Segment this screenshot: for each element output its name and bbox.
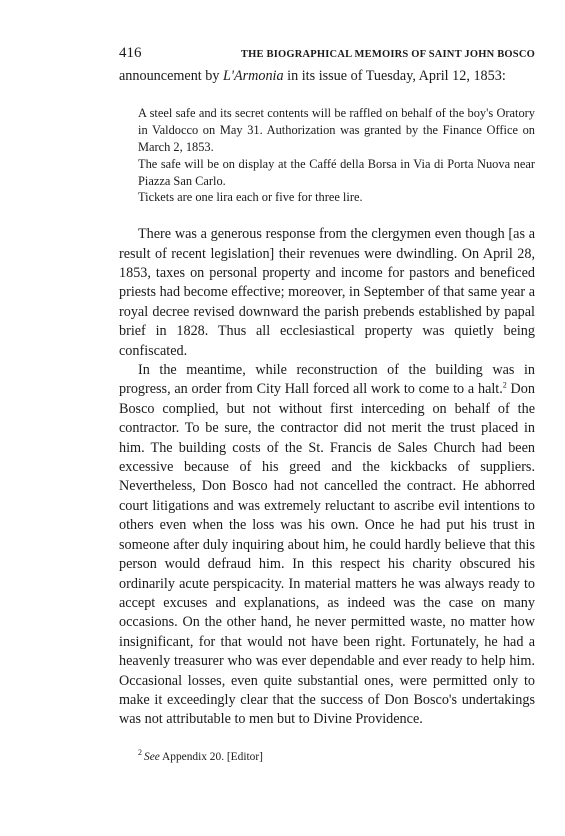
page-number: 416	[119, 45, 142, 61]
footnote-marker: 2	[138, 747, 142, 757]
intro-after: in its issue of Tuesday, April 12, 1853:	[283, 68, 506, 84]
intro-before: announcement by	[119, 68, 224, 84]
footnote	[138, 747, 535, 764]
publication-name: L'Armonia	[223, 68, 284, 84]
quote-line-2: The safe will be on display at the Caffé della Borsa in Via di Porta Nuova near Piazza San Carlo.	[138, 156, 535, 188]
footnote-see: See	[144, 750, 160, 763]
footnote-text: Appendix 20. [Editor]	[159, 750, 263, 763]
block-quote	[138, 105, 535, 206]
quote-line-1: A steel safe and its secret contents will be raffled on behalf of the boy's Oratory in Valdocco on May 31. Authorization was granted by the Finance Office on March 2, 1853.	[138, 106, 535, 154]
paragraph-2	[119, 361, 535, 730]
intro-paragraph	[119, 67, 535, 86]
footnote-reference[interactable]: 2	[502, 380, 507, 390]
paragraph-2-rest: Don Bosco complied, but not without first interceding on behalf of the contractor. To be sure, the contractor did not merit the trust placed in him. The building costs of the St. Francis de Sales Church had been excessive because of his greed and the kickbacks of suppliers. Nevertheless, Don Bosco had not cancelled the contract. He abhorred court litigations and was extremely reluctant to ascribe evil intentions to others even when the loss was his own. Once he had put his trust in someone after duly inquiring about him, he could hardly believe that this person would defraud him. In this respect his charity obscured his ordinarily acute perspicacity. In material matters he was always ready to accept excuses and explanations, as indeed was the case on many occasions. On the other hand, he never permitted waste, no matter how insignificant, for that would not have been right. Fortunately, he had a heavenly treasurer who was ever dependable and ever ready to help him. Occasional losses, even quite substantial ones, were permitted only to make it exceedingly clear that the success of Don Bosco's undertakings was not attributable to men but to Divine Providence.	[119, 381, 535, 728]
quote-line-3: Tickets are one lira each or five for three lire.	[138, 190, 363, 205]
running-head	[119, 45, 535, 67]
paragraph-1: There was a generous response from the clergymen even though [as a result of recent legislation] their revenues were dwindling. On April 28, 1853, taxes on personal property and income for pastors and beneficed priests had become effective; moreover, in September of that same year a royal decree revised downward the parish prebends established by papal brief in 1828. Thus all ecclesiastical property was quietly being confiscated.	[119, 226, 535, 359]
book-page	[119, 45, 535, 764]
paragraph-2-start: In the meantime, while reconstruction of the building was in progress, an order from City Hall forced all work to come to a halt.	[119, 362, 535, 398]
running-title: THE BIOGRAPHICAL MEMOIRS OF SAINT JOHN BOSCO	[240, 49, 535, 60]
